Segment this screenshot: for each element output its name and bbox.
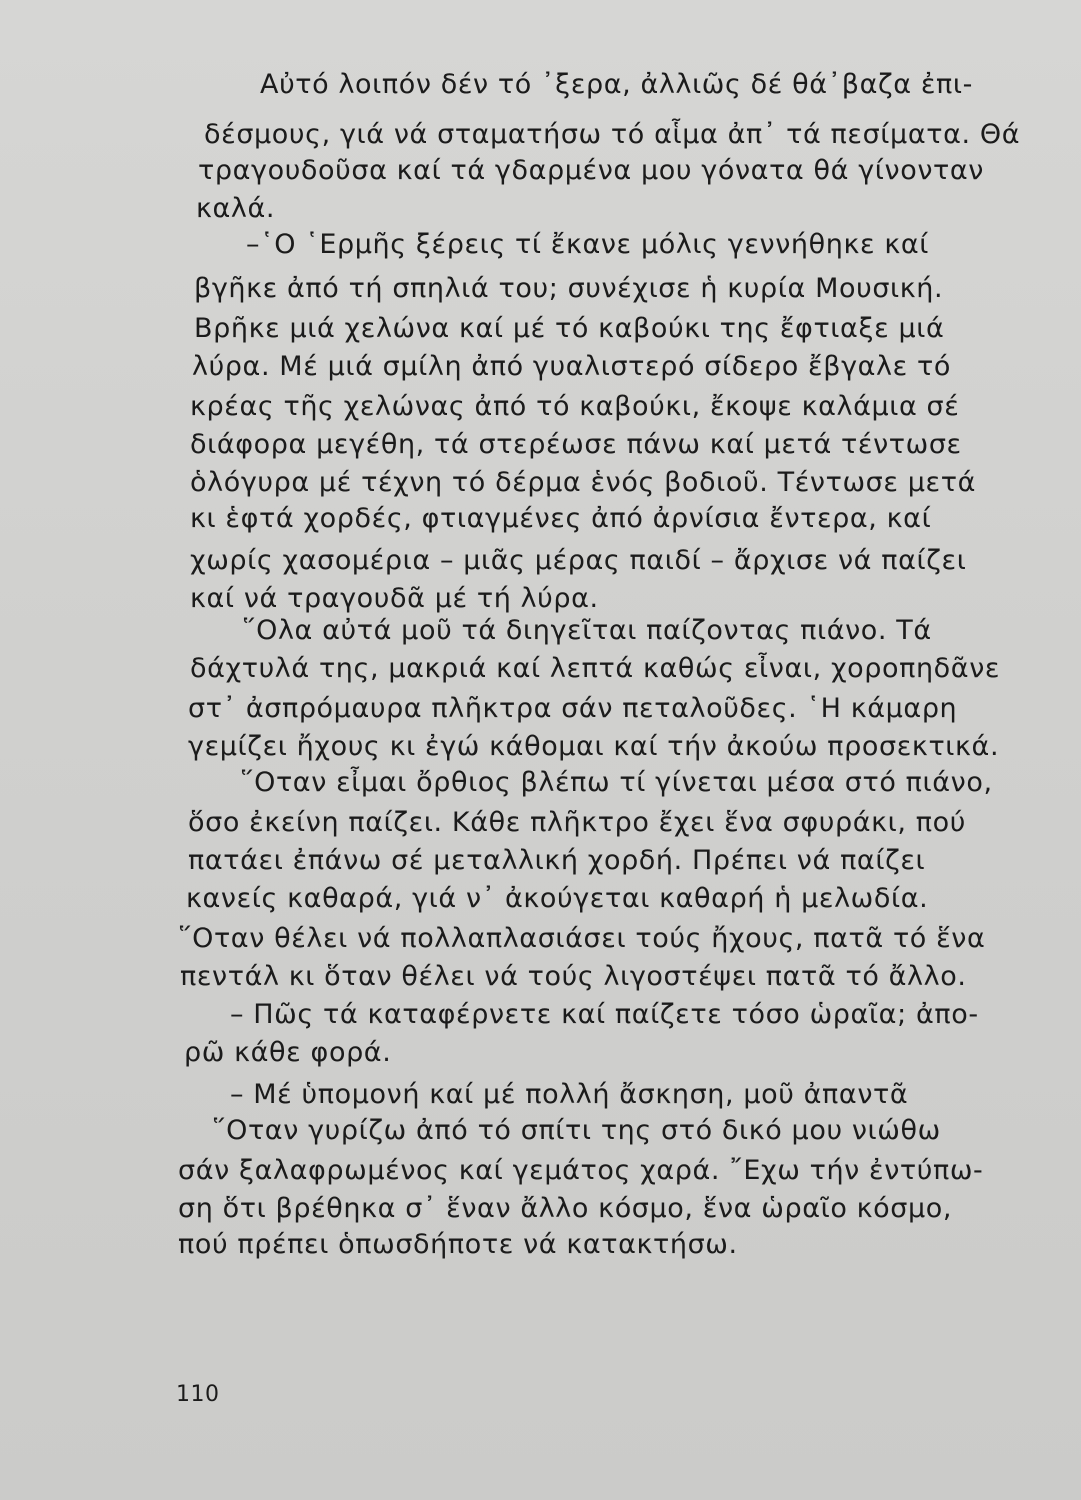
text-line: στ᾿ ἀσπρόμαυρα πλῆκτρα σάν πεταλοῦδες. ῾Η κάμαρη [188, 693, 958, 724]
text-line: – Πῶς τά καταφέρνετε καί παίζετε τόσο ὡραῖα; ἀπο- [230, 999, 979, 1030]
text-line: διάφορα μεγέθη, τά στερέωσε πάνω καί μετά τέντωσε [190, 429, 962, 460]
text-line: ὅσο ἐκείνη παίζει. Κάθε πλῆκτρο ἔχει ἕνα σφυράκι, πού [188, 807, 966, 838]
text-line: κρέας τῆς χελώνας ἀπό τό καβούκι, ἔκοψε καλάμια σέ [190, 391, 960, 422]
text-line: ῞Οταν εἶμαι ὄρθιος βλέπω τί γίνεται μέσα στό πιάνο, [240, 767, 993, 798]
text-line: Αὐτό λοιπόν δέν τό ᾿ξερα, ἀλλιῶς δέ θά᾿βαζα ἐπι- [260, 69, 973, 100]
text-line: ῞Οταν θέλει νά πολλαπλασιάσει τούς ἤχους, πατᾶ τό ἕνα [178, 923, 986, 954]
text-line: λύρα. Μέ μιά σμίλη ἀπό γυαλιστερό σίδερο ἔβγαλε τό [192, 351, 951, 382]
text-line: τραγουδοῦσα καί τά γδαρμένα μου γόνατα θά γίνονταν [198, 155, 984, 186]
text-line: σάν ξαλαφρωμένος καί γεμάτος χαρά. ῎Εχω τήν ἐντύπω- [178, 1155, 984, 1186]
text-line: καί νά τραγουδᾶ μέ τή λύρα. [190, 583, 599, 614]
text-line: ῞Ολα αὐτά μοῦ τά διηγεῖται παίζοντας πιάνο. Τά [242, 615, 932, 646]
text-line: βγῆκε ἀπό τή σπηλιά του; συνέχισε ἡ κυρία Μουσική. [194, 273, 944, 304]
text-line: –῾Ο ῾Ερμῆς ξέρεις τί ἔκανε μόλις γεννήθηκε καί [246, 229, 929, 260]
text-line: ὁλόγυρα μέ τέχνη τό δέρμα ἑνός βοδιοῦ. Τέντωσε μετά [190, 467, 976, 498]
text-line: ση ὅτι βρέθηκα σ᾿ ἕναν ἄλλο κόσμο, ἕνα ὡραῖο κόσμο, [178, 1193, 953, 1224]
page-number: 110 [176, 1382, 220, 1407]
text-line: πατάει ἐπάνω σέ μεταλλική χορδή. Πρέπει νά παίζει [188, 845, 926, 876]
text-line: δέσμους, γιά νά σταματήσω τό αἷμα ἀπ᾿ τά πεσίματα. Θά [204, 119, 1021, 150]
text-line: πεντάλ κι ὅταν θέλει νά τούς λιγοστέψει πατᾶ τό ἄλλο. [180, 961, 967, 992]
text-line: ῞Οταν γυρίζω ἀπό τό σπίτι της στό δικό μου νιώθω [212, 1115, 941, 1146]
text-line: κι ἑφτά χορδές, φτιαγμένες ἀπό ἀρνίσια ἔντερα, καί [190, 503, 932, 534]
text-line: – Μέ ὑπομονή καί μέ πολλή ἄσκηση, μοῦ ἀπαντᾶ [230, 1079, 909, 1110]
text-line: Βρῆκε μιά χελώνα καί μέ τό καβούκι της ἔφτιαξε μιά [194, 313, 945, 344]
text-line: ρῶ κάθε φορά. [184, 1037, 392, 1068]
text-line: χωρίς χασομέρια – μιᾶς μέρας παιδί – ἄρχισε νά παίζει [190, 545, 967, 576]
text-line: καλά. [196, 193, 276, 224]
text-line: γεμίζει ἤχους κι ἐγώ κάθομαι καί τήν ἀκούω προσεκτικά. [188, 731, 1000, 762]
text-line: κανείς καθαρά, γιά ν᾿ ἀκούγεται καθαρή ἡ μελωδία. [186, 883, 929, 914]
text-line: πού πρέπει ὁπωσδήποτε νά κατακτήσω. [178, 1229, 738, 1260]
text-line: δάχτυλά της, μακριά καί λεπτά καθώς εἶναι, χοροπηδᾶνε [190, 653, 1001, 684]
